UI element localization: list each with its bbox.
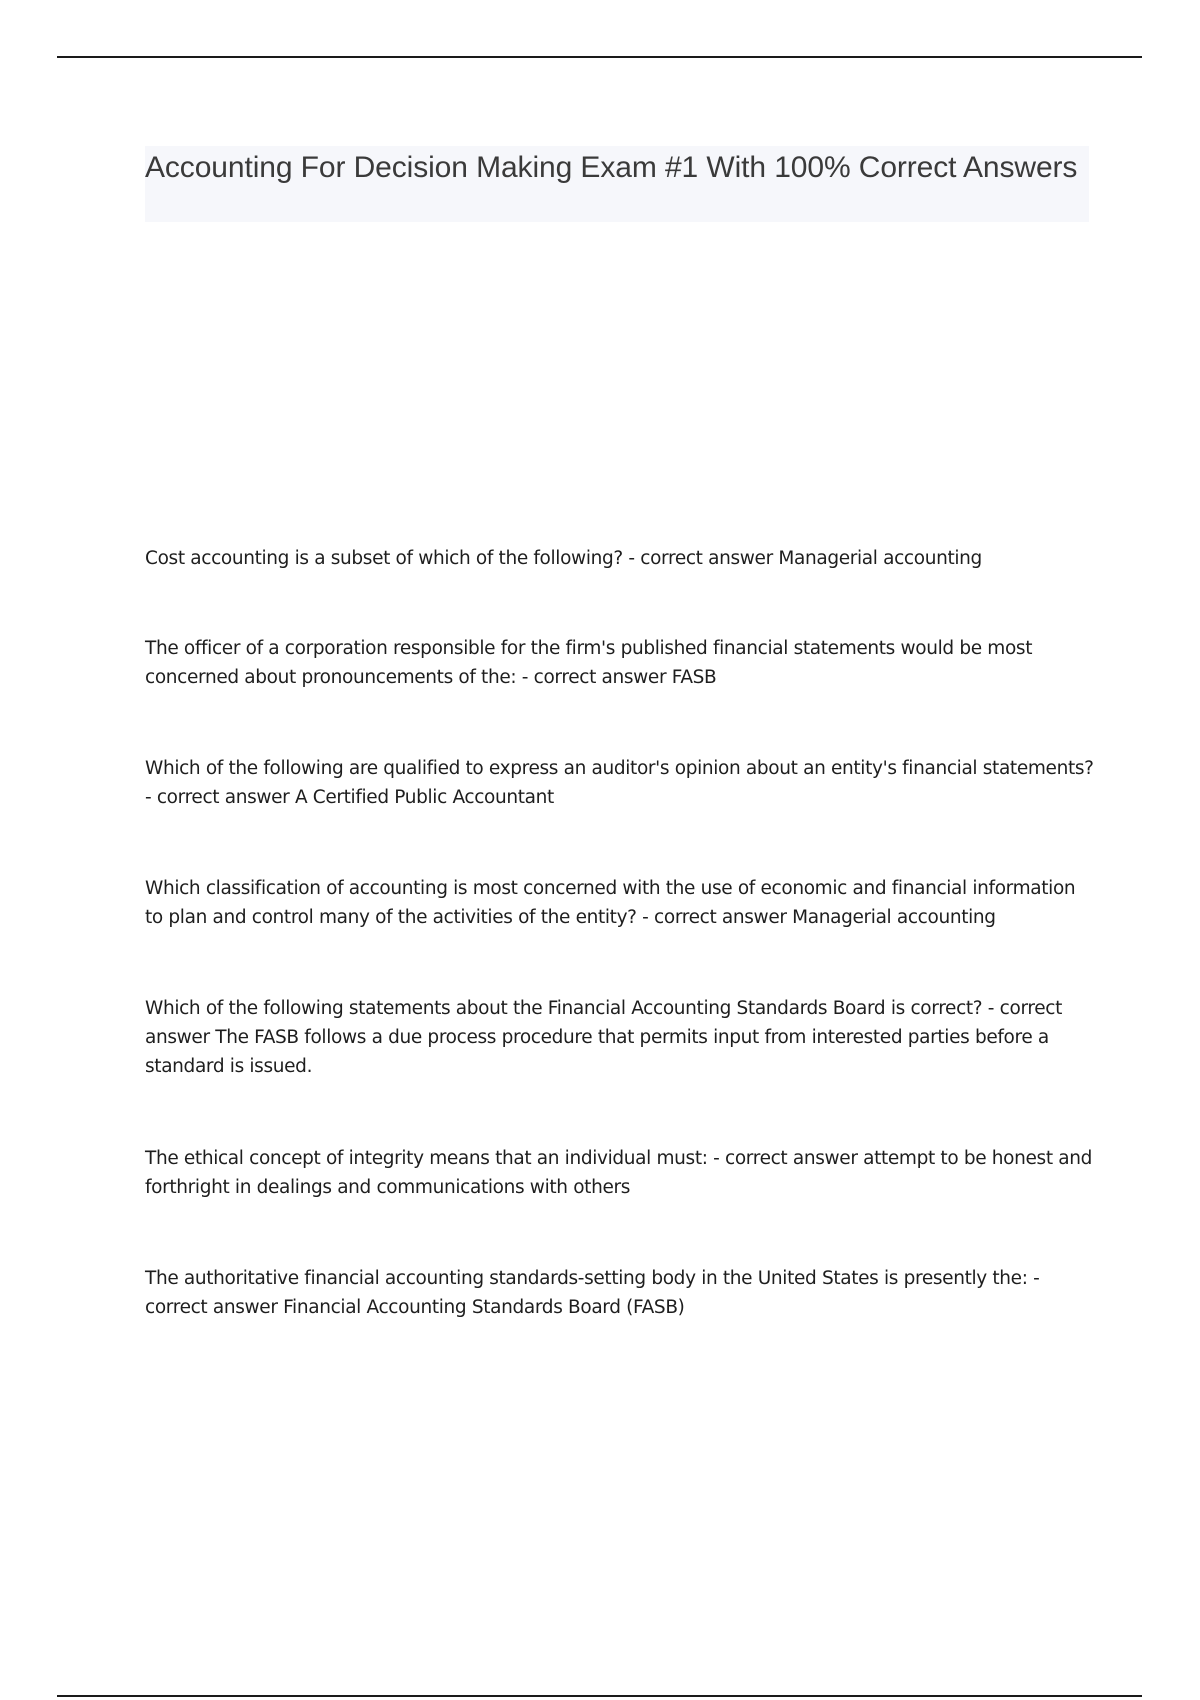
qa-item-2: The officer of a corporation responsible for the firm's published financial statements would be most concerned about pronouncements of the: - correct answer FASB [145,638,1033,688]
qa-item-3: Which of the following are qualified to express an auditor's opinion about an entity's financial statements? - correct answer A Certified Public Accountant [145,758,1094,808]
qa-item-4: Which classification of accounting is most concerned with the use of economic and financial information to plan and control many of the activities of the entity? - correct answer Managerial accounting [145,878,1076,928]
qa-item-5: Which of the following statements about the Financial Accounting Standards Board is correct? - correct answer The FASB follows a due process procedure that permits input from interested parties before a standard is issued. [145,998,1062,1077]
qa-item-6: The ethical concept of integrity means that an individual must: - correct answer attempt to be honest and forthright in dealings and communications with others [145,1148,1093,1198]
qa-item-1: Cost accounting is a subset of which of the following? - correct answer Managerial accounting [145,548,982,569]
footer-rule [57,1695,1142,1697]
title-band [145,146,1089,222]
qa-item-7: The authoritative financial accounting standards-setting body in the United States is presently the: - correct answer Financial Accounting Standards Board (FASB) [145,1268,1040,1318]
header-rule [57,56,1142,58]
document-title: Accounting For Decision Making Exam #1 With 100% Correct Answers [145,151,1078,184]
